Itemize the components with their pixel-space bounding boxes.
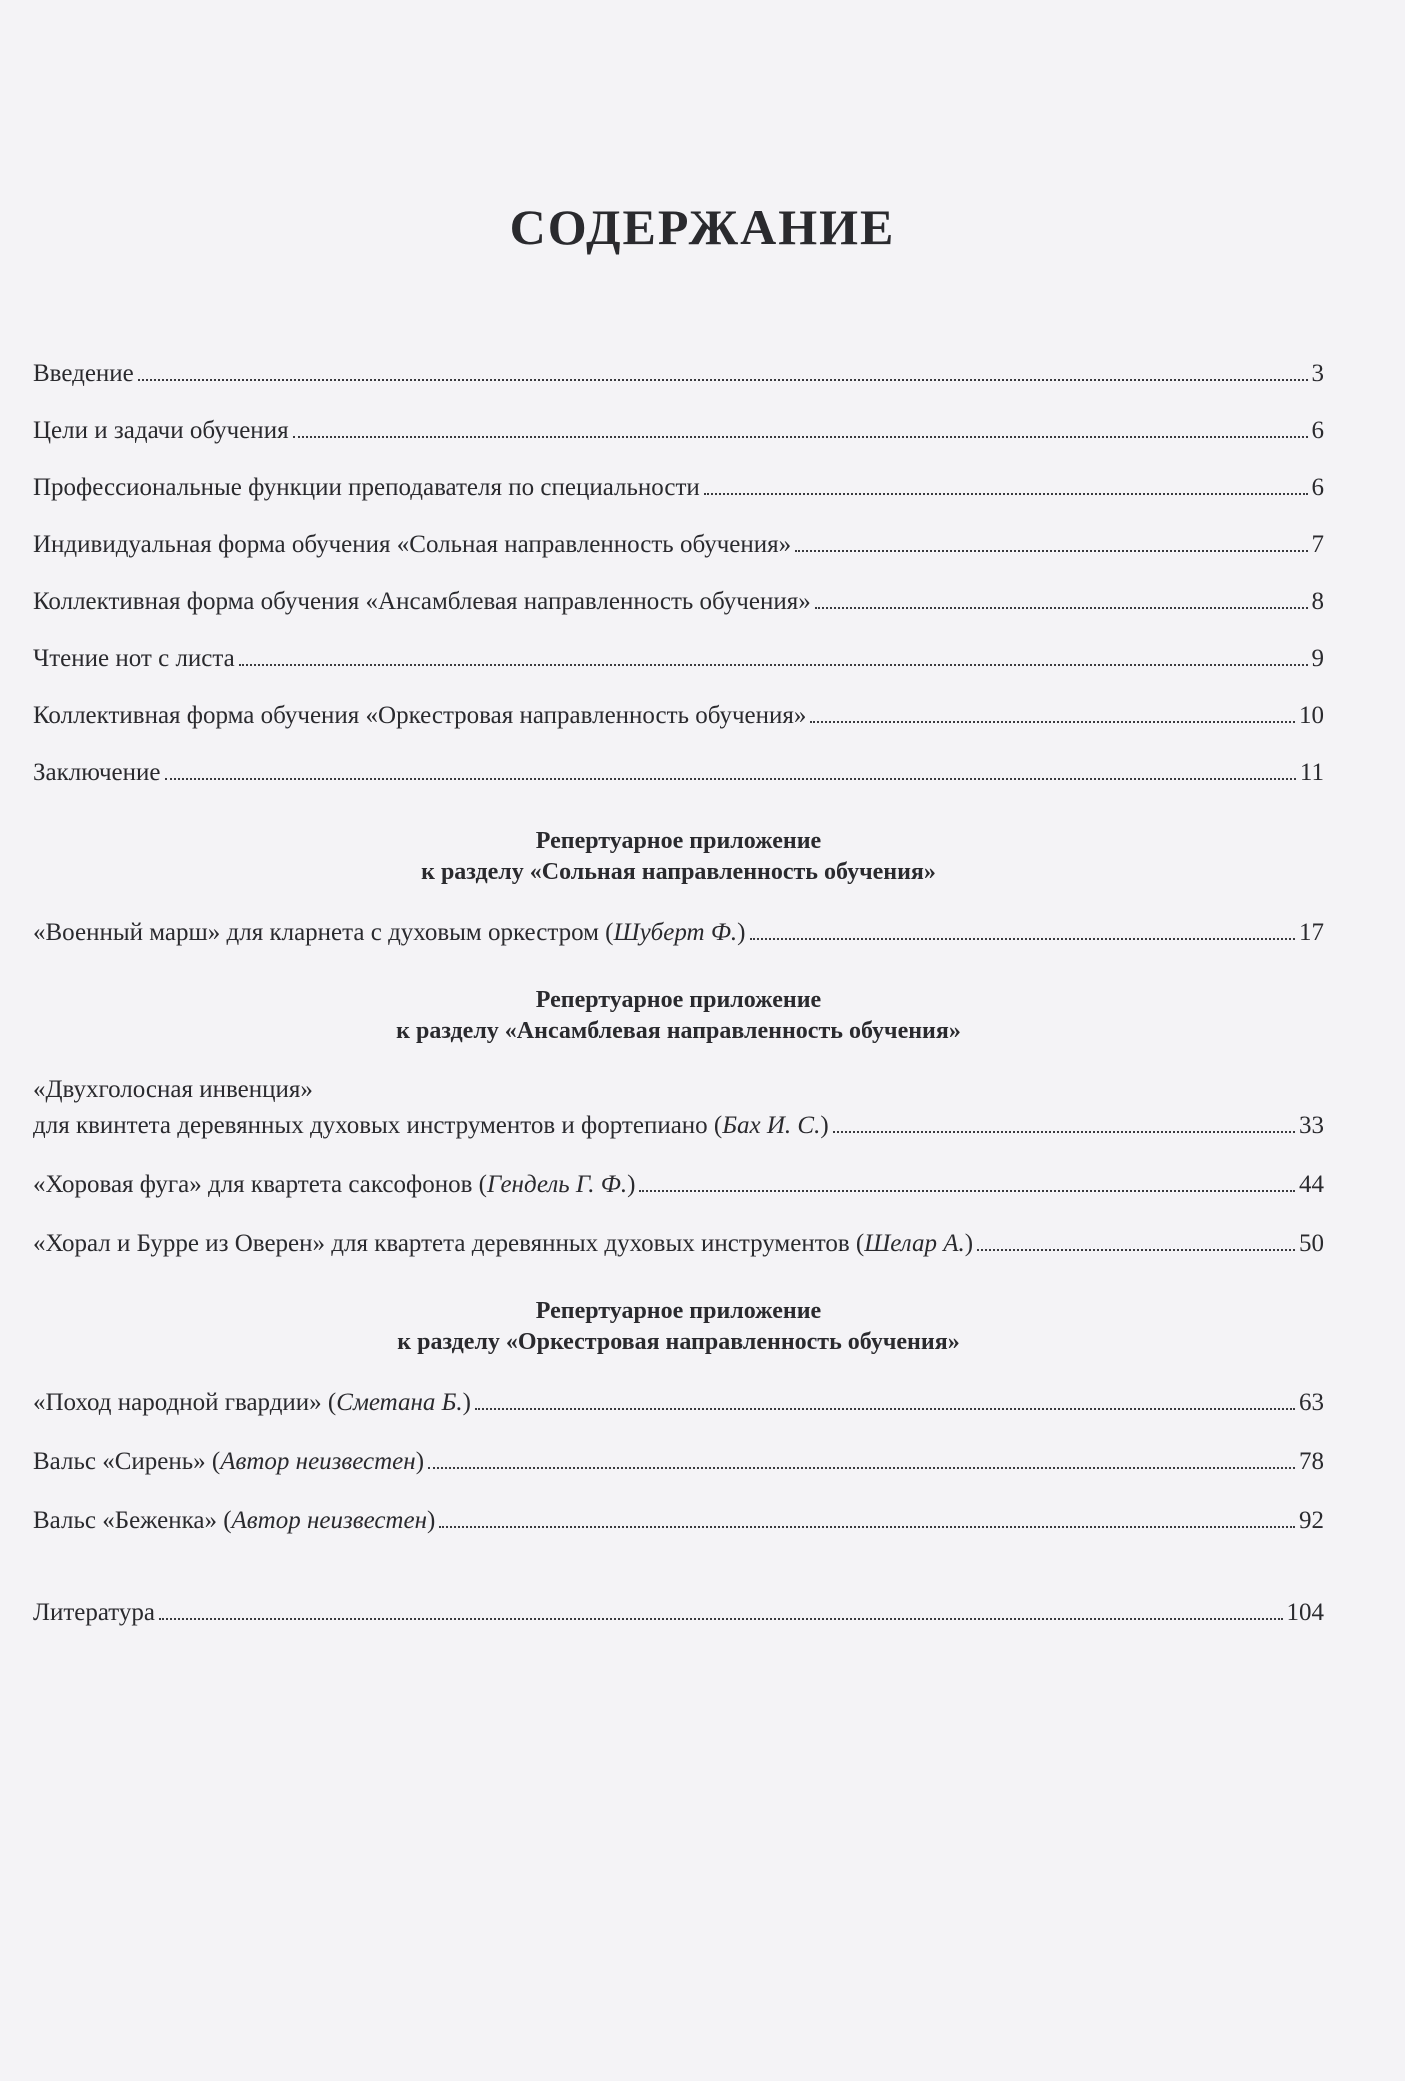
main-entries xyxy=(33,355,1324,792)
entry-title-text: «Хоровая фуга» для квартета саксофонов ( xyxy=(33,1171,487,1198)
entry-title xyxy=(33,1502,435,1540)
entry-title: Коллективная форма обучения «Оркестровая направленность обучения» xyxy=(33,702,807,729)
entry-title: Введение xyxy=(33,360,134,387)
dot-leader xyxy=(750,938,1296,940)
page-number: 11 xyxy=(1299,759,1324,786)
dot-leader xyxy=(704,493,1308,495)
literature-entry xyxy=(33,1594,1324,1632)
toc-entry xyxy=(33,412,1324,450)
toc-entry xyxy=(33,1502,1324,1540)
entry-title xyxy=(33,1225,973,1263)
dot-leader xyxy=(977,1249,1295,1251)
toc-entry xyxy=(33,640,1324,678)
page-number: 78 xyxy=(1299,1448,1324,1475)
section-subheading: к разделу «Сольная направленность обучения» xyxy=(421,859,936,885)
toc-entry xyxy=(33,1384,1324,1422)
toc-entry xyxy=(33,526,1324,564)
repertoire-entry xyxy=(33,1166,1324,1204)
dot-leader xyxy=(795,550,1307,552)
page-number: 104 xyxy=(1286,1599,1324,1626)
entry-pre-title: «Двухголосная инвенция» xyxy=(33,1076,313,1103)
page-number: 6 xyxy=(1311,417,1324,444)
dot-leader xyxy=(239,664,1308,666)
repertoire-entry xyxy=(33,1225,1324,1263)
page-number: 17 xyxy=(1299,919,1324,946)
dot-leader xyxy=(138,379,1308,381)
entry-title: Литература xyxy=(33,1599,155,1626)
entry-author: Шелар А. xyxy=(864,1230,965,1257)
toc-entry xyxy=(33,583,1324,621)
entry-title-end: ) xyxy=(415,1448,425,1475)
toc-entry xyxy=(33,754,1324,792)
section-heading: Репертуарное приложение xyxy=(535,987,822,1013)
entry-title xyxy=(33,1384,471,1422)
toc-entry xyxy=(33,1166,1324,1204)
section-heading: Репертуарное приложение xyxy=(535,1298,822,1324)
entry-title-end: ) xyxy=(820,1112,829,1139)
entry-title-text: Вальс «Беженка» ( xyxy=(33,1507,232,1534)
dot-leader xyxy=(428,1467,1295,1469)
entry-title-text: «Поход народной гвардии» ( xyxy=(33,1389,337,1416)
page-number: 63 xyxy=(1299,1389,1324,1416)
section-subheading: к разделу «Ансамблевая направленность обучения» xyxy=(396,1018,961,1044)
page-number: 10 xyxy=(1299,702,1324,729)
entry-title-end: ) xyxy=(737,919,746,946)
page-number: 44 xyxy=(1299,1171,1324,1198)
entry-title-text: «Хорал и Бурре из Оверен» для квартета деревянных духовых инструментов ( xyxy=(33,1230,865,1257)
dot-leader xyxy=(639,1190,1295,1192)
toc-entry xyxy=(33,1225,1324,1263)
dot-leader xyxy=(810,721,1295,723)
entry-title: Профессиональные функции преподавателя по специальности xyxy=(33,474,700,501)
repertoire-section xyxy=(33,985,1324,1263)
toc-entry xyxy=(33,1443,1324,1481)
dot-leader xyxy=(815,607,1308,609)
dot-leader xyxy=(475,1408,1295,1410)
toc-entry xyxy=(33,697,1324,735)
entry-title xyxy=(33,1443,424,1481)
entry-title: Заключение xyxy=(33,759,161,786)
page-number: 92 xyxy=(1299,1507,1324,1534)
entry-title: Индивидуальная форма обучения «Сольная направленность обучения» xyxy=(33,531,792,558)
repertoire-sections xyxy=(33,826,1324,1540)
entry-title-end: ) xyxy=(462,1389,471,1416)
entry-title-end: ) xyxy=(964,1230,974,1257)
literature-entry-wrap xyxy=(33,1594,1324,1632)
toc-entry xyxy=(33,469,1324,507)
table-of-contents xyxy=(33,355,1324,1632)
repertoire-entry xyxy=(33,1502,1324,1540)
dot-leader xyxy=(833,1131,1295,1133)
page-number: 33 xyxy=(1299,1112,1324,1139)
dot-leader xyxy=(293,436,1308,438)
toc-entry xyxy=(33,355,1324,393)
page-number: 8 xyxy=(1311,588,1324,615)
repertoire-entry xyxy=(33,1073,1324,1145)
dot-leader xyxy=(439,1526,1295,1528)
entry-title xyxy=(33,1166,635,1204)
entry-title-text: «Военный марш» для кларнета с духовым оркестром ( xyxy=(33,919,614,946)
entry-author: Сметана Б. xyxy=(336,1389,463,1416)
entry-title xyxy=(33,914,746,952)
dot-leader xyxy=(165,778,1296,780)
repertoire-entry xyxy=(33,914,1324,952)
entry-author: Автор неизвестен xyxy=(220,1448,416,1475)
entry-title xyxy=(33,1107,829,1145)
repertoire-section xyxy=(33,1296,1324,1540)
page-number: 3 xyxy=(1311,360,1324,387)
toc-entry xyxy=(33,1107,1324,1145)
toc-entry xyxy=(33,914,1324,952)
entry-author: Гендель Г. Ф. xyxy=(486,1171,628,1198)
entry-title: Чтение нот с листа xyxy=(33,645,235,672)
entry-title-text: для квинтета деревянных духовых инструментов и фортепиано ( xyxy=(33,1112,723,1139)
section-heading: Репертуарное приложение xyxy=(535,828,822,854)
entry-title: Цели и задачи обучения xyxy=(33,417,289,444)
page-number: 50 xyxy=(1299,1230,1324,1257)
page-title: СОДЕРЖАНИЕ xyxy=(509,199,896,255)
repertoire-entry xyxy=(33,1384,1324,1422)
section-subheading: к разделу «Оркестровая направленность обучения» xyxy=(397,1329,960,1355)
entry-title-text: Вальс «Сирень» ( xyxy=(33,1448,221,1475)
repertoire-section xyxy=(33,826,1324,952)
dot-leader xyxy=(159,1618,1283,1620)
entry-title-end: ) xyxy=(627,1171,636,1198)
page-number: 6 xyxy=(1311,474,1324,501)
entry-title-end: ) xyxy=(426,1507,436,1534)
repertoire-entry xyxy=(33,1443,1324,1481)
page-number: 7 xyxy=(1311,531,1324,558)
page-number: 9 xyxy=(1311,645,1324,672)
entry-author: Шуберт Ф. xyxy=(613,919,738,946)
entry-author: Бах И. С. xyxy=(722,1112,821,1139)
entry-author: Автор неизвестен xyxy=(231,1507,427,1534)
entry-title: Коллективная форма обучения «Ансамблевая направленность обучения» xyxy=(33,588,811,615)
